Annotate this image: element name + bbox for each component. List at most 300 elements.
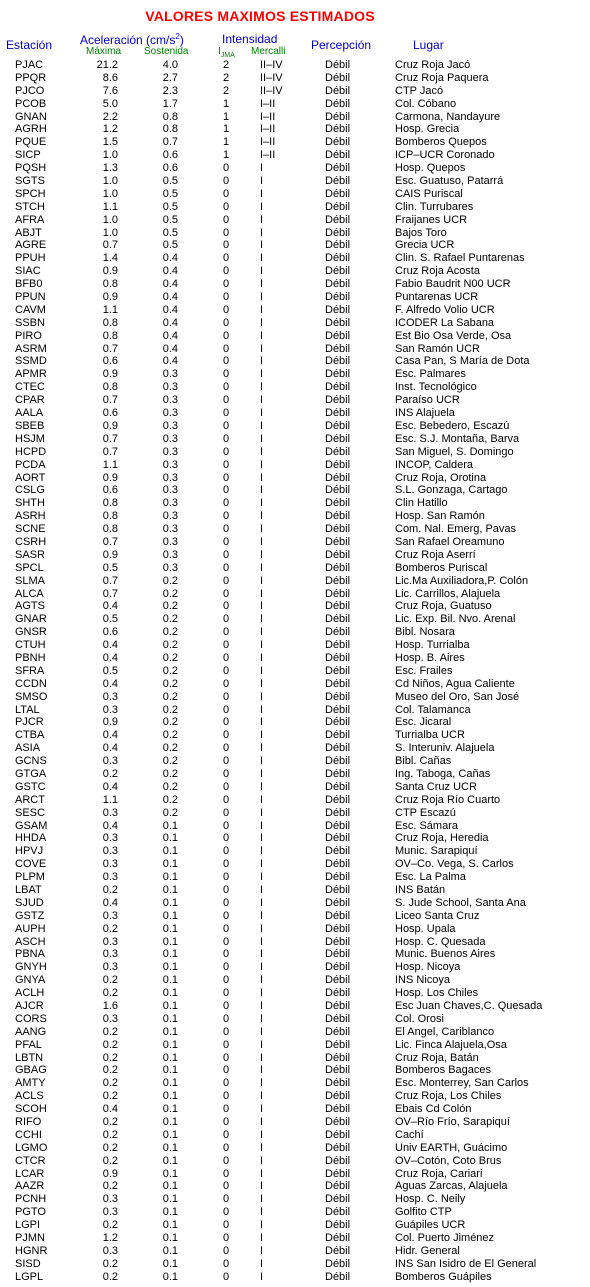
max-acceleration: 0.6 <box>102 355 118 368</box>
sustained-acceleration: 0.3 <box>162 497 178 510</box>
location: Lic.Ma Auxiliadora,P. Colón <box>395 574 529 587</box>
station-code: RIFO <box>15 1116 42 1129</box>
sustained-acceleration: 0.6 <box>162 162 178 175</box>
intensity-jma: 0 <box>222 755 230 768</box>
perception: Débil <box>325 858 351 871</box>
header-aceleracion-label: Aceleración (cm/s <box>80 33 176 47</box>
location: Santa Cruz UCR <box>395 780 477 793</box>
station-code: CORS <box>15 1012 47 1025</box>
location: Golfito CTP <box>395 1206 452 1219</box>
table-row <box>0 472 590 485</box>
location: Bomberos Puriscal <box>395 561 488 574</box>
intensity-jma: 0 <box>222 1141 230 1154</box>
sustained-acceleration: 0.3 <box>162 407 178 420</box>
intensity-jma: 0 <box>222 574 230 587</box>
intensity-jma: 0 <box>222 806 230 819</box>
intensity-jma: 1 <box>222 149 230 162</box>
perception: Débil <box>325 987 351 1000</box>
intensity-jma: 0 <box>222 1116 230 1129</box>
station-code: AUPH <box>15 922 46 935</box>
intensity-jma: 0 <box>222 394 230 407</box>
location: Casa Pan, S María de Dota <box>395 355 530 368</box>
intensity-jma: 0 <box>222 342 230 355</box>
intensity-jma: 0 <box>222 677 230 690</box>
sustained-acceleration: 0.1 <box>162 909 178 922</box>
perception: Débil <box>325 303 351 316</box>
intensity-mercalli: I <box>260 600 264 613</box>
max-acceleration: 0.3 <box>102 832 118 845</box>
station-code: SCOH <box>15 1103 47 1116</box>
max-acceleration: 0.4 <box>102 742 118 755</box>
table-row <box>0 227 590 240</box>
table-row <box>0 446 590 459</box>
table-row <box>0 1039 590 1052</box>
intensity-mercalli: I <box>260 239 264 252</box>
intensity-jma: 0 <box>222 510 230 523</box>
intensity-mercalli: I <box>260 703 264 716</box>
header-i-jma-label: I <box>218 46 221 57</box>
intensity-jma: 0 <box>222 639 230 652</box>
table-row <box>0 768 590 781</box>
station-code: SFRA <box>15 664 45 677</box>
max-acceleration: 0.7 <box>102 239 118 252</box>
intensity-mercalli: I <box>260 1244 264 1257</box>
sustained-acceleration: 0.4 <box>162 265 178 278</box>
intensity-mercalli: II–IV <box>260 84 283 97</box>
perception: Débil <box>325 1232 351 1245</box>
perception: Débil <box>325 845 351 858</box>
station-code: GNYA <box>15 974 46 987</box>
intensity-jma: 0 <box>222 587 230 600</box>
max-acceleration: 0.8 <box>102 510 118 523</box>
sustained-acceleration: 0.3 <box>162 561 178 574</box>
table-row <box>0 562 590 575</box>
intensity-mercalli: I <box>260 1154 264 1167</box>
location: Col. Orosi <box>395 1012 444 1025</box>
intensity-jma: 0 <box>222 1154 230 1167</box>
intensity-mercalli: I <box>260 1270 264 1283</box>
table-row <box>0 1155 590 1168</box>
intensity-mercalli: I <box>260 755 264 768</box>
perception: Débil <box>325 84 351 97</box>
intensity-jma: 0 <box>222 1064 230 1077</box>
max-acceleration: 0.4 <box>102 677 118 690</box>
location: Turrialba UCR <box>395 729 465 742</box>
max-acceleration: 0.3 <box>102 935 118 948</box>
perception: Débil <box>325 1167 351 1180</box>
table-row <box>0 626 590 639</box>
station-code: ASRM <box>15 342 47 355</box>
location: Esc. Jicaral <box>395 716 452 729</box>
sustained-acceleration: 0.3 <box>162 381 178 394</box>
max-acceleration: 5.0 <box>102 97 118 110</box>
perception: Débil <box>325 677 351 690</box>
intensity-mercalli: I <box>260 510 264 523</box>
sustained-acceleration: 0.3 <box>162 548 178 561</box>
perception: Débil <box>325 780 351 793</box>
station-code: CTEC <box>15 381 45 394</box>
station-code: PJCR <box>15 716 44 729</box>
intensity-mercalli: I <box>260 909 264 922</box>
location: Esc. Palmares <box>395 368 466 381</box>
max-acceleration: 0.5 <box>102 613 118 626</box>
perception: Débil <box>325 884 351 896</box>
intensity-mercalli: I <box>260 316 264 329</box>
intensity-jma: 0 <box>222 1180 230 1193</box>
table-row <box>0 600 590 613</box>
station-code: GTGA <box>15 767 47 780</box>
max-acceleration: 1.1 <box>102 303 118 316</box>
station-code: CTBA <box>15 729 45 742</box>
header-aceleracion-exponent: 2 <box>175 32 180 41</box>
sustained-acceleration: 0.1 <box>162 1025 178 1038</box>
intensity-jma: 0 <box>222 355 230 368</box>
location: INS San Isidro de El General <box>395 1257 537 1270</box>
intensity-jma: 0 <box>222 935 230 948</box>
intensity-jma: 0 <box>222 484 230 497</box>
intensity-mercalli: I <box>260 574 264 587</box>
station-code: SASR <box>15 548 45 561</box>
station-code: COVE <box>15 858 47 871</box>
intensity-jma: 0 <box>222 1167 230 1180</box>
intensity-mercalli: I <box>260 1090 264 1103</box>
intensity-mercalli: I <box>260 793 264 806</box>
perception: Débil <box>325 342 351 355</box>
location: INS Alajuela <box>395 407 455 420</box>
perception: Débil <box>325 742 351 755</box>
sustained-acceleration: 0.5 <box>162 213 178 226</box>
station-code: CTUH <box>15 639 46 652</box>
station-code: LGMO <box>15 1141 48 1154</box>
sustained-acceleration: 0.5 <box>162 175 178 188</box>
perception: Débil <box>325 819 351 832</box>
sustained-acceleration: 0.1 <box>162 1128 178 1141</box>
intensity-jma: 0 <box>222 1128 230 1141</box>
perception: Débil <box>325 1128 351 1141</box>
max-acceleration: 0.9 <box>102 548 118 561</box>
station-code: ACLH <box>15 987 45 1000</box>
intensity-mercalli: I <box>260 535 264 548</box>
intensity-mercalli: I <box>260 407 264 420</box>
intensity-jma: 0 <box>222 239 230 252</box>
max-acceleration: 1.6 <box>102 1000 118 1013</box>
station-code: SESC <box>15 806 45 819</box>
perception: Débil <box>325 1180 351 1193</box>
perception: Débil <box>325 729 351 742</box>
sustained-acceleration: 0.1 <box>162 1077 178 1090</box>
intensity-mercalli: I <box>260 1257 264 1270</box>
max-acceleration: 0.3 <box>102 690 118 703</box>
sustained-acceleration: 0.1 <box>162 1000 178 1013</box>
intensity-mercalli: I <box>260 1064 264 1077</box>
sustained-acceleration: 0.3 <box>162 394 178 407</box>
intensity-mercalli: I–II <box>260 97 276 110</box>
intensity-jma: 0 <box>222 1000 230 1013</box>
sustained-acceleration: 4.0 <box>162 59 178 71</box>
intensity-mercalli: I <box>260 548 264 561</box>
table-row <box>0 536 590 549</box>
station-code: HCPD <box>15 445 47 458</box>
intensity-mercalli: I <box>260 265 264 278</box>
sustained-acceleration: 0.1 <box>162 884 178 896</box>
perception: Débil <box>325 432 351 445</box>
intensity-jma: 2 <box>222 84 230 97</box>
intensity-jma: 0 <box>222 626 230 639</box>
station-code: AMTY <box>15 1077 46 1090</box>
sustained-acceleration: 0.2 <box>162 806 178 819</box>
sustained-acceleration: 0.1 <box>162 1270 178 1283</box>
table-row <box>0 794 590 807</box>
intensity-mercalli: I <box>260 1219 264 1232</box>
intensity-mercalli: I <box>260 1193 264 1206</box>
perception: Débil <box>325 407 351 420</box>
intensity-jma: 0 <box>222 819 230 832</box>
location: Hosp. B. Aires <box>395 651 465 664</box>
perception: Débil <box>325 755 351 768</box>
location: Hosp. Upala <box>395 922 456 935</box>
sustained-acceleration: 0.2 <box>162 639 178 652</box>
max-acceleration: 0.4 <box>102 600 118 613</box>
table-row <box>0 1077 590 1090</box>
intensity-mercalli: I <box>260 561 264 574</box>
sustained-acceleration: 0.5 <box>162 239 178 252</box>
station-code: CPAR <box>15 394 45 407</box>
max-acceleration: 0.2 <box>102 884 118 896</box>
table-row <box>0 149 590 162</box>
station-code: GCNS <box>15 755 47 768</box>
max-acceleration: 1.4 <box>102 252 118 265</box>
intensity-mercalli: I <box>260 394 264 407</box>
perception: Débil <box>325 458 351 471</box>
location: Cruz Roja, Los Chiles <box>395 1090 502 1103</box>
perception: Débil <box>325 523 351 536</box>
sustained-acceleration: 0.1 <box>162 1103 178 1116</box>
sustained-acceleration: 0.3 <box>162 523 178 536</box>
sustained-acceleration: 0.8 <box>162 123 178 136</box>
location: Paraíso UCR <box>395 394 460 407</box>
perception: Débil <box>325 510 351 523</box>
intensity-mercalli: I <box>260 200 264 213</box>
table-row <box>0 897 590 910</box>
max-acceleration: 0.3 <box>102 703 118 716</box>
location: Bomberos Quepos <box>395 136 487 149</box>
location: INS Batán <box>395 884 446 896</box>
intensity-jma: 0 <box>222 793 230 806</box>
perception: Débil <box>325 471 351 484</box>
perception: Débil <box>325 896 351 909</box>
table-row <box>0 1052 590 1065</box>
header-intensidad: Intensidad <box>222 32 278 46</box>
intensity-mercalli: I <box>260 162 264 175</box>
location: Esc. Frailes <box>395 664 453 677</box>
sustained-acceleration: 0.1 <box>162 974 178 987</box>
location: Hosp. Grecia <box>395 123 460 136</box>
intensity-mercalli: I <box>260 381 264 394</box>
intensity-mercalli: I <box>260 1012 264 1025</box>
location: Carmona, Nandayure <box>395 110 501 123</box>
location: Ebais Cd Colón <box>395 1103 472 1116</box>
intensity-jma: 0 <box>222 909 230 922</box>
max-acceleration: 0.9 <box>102 716 118 729</box>
table-row <box>0 678 590 691</box>
station-code: GBAG <box>15 1064 47 1077</box>
perception: Débil <box>325 832 351 845</box>
perception: Débil <box>325 1051 351 1064</box>
location: Museo del Oro, San José <box>395 690 520 703</box>
table-row <box>0 1180 590 1193</box>
station-code: AJCR <box>15 1000 44 1013</box>
intensity-jma: 0 <box>222 845 230 858</box>
intensity-mercalli: I <box>260 884 264 896</box>
sustained-acceleration: 0.1 <box>162 858 178 871</box>
table-row <box>0 613 590 626</box>
table-row <box>0 1232 590 1245</box>
intensity-mercalli: I <box>260 651 264 664</box>
intensity-mercalli: I <box>260 1038 264 1051</box>
station-code: LCAR <box>15 1167 45 1180</box>
perception: Débil <box>325 1193 351 1206</box>
location: Hosp. C. Quesada <box>395 935 486 948</box>
station-code: LBAT <box>15 884 42 896</box>
sustained-acceleration: 0.2 <box>162 716 178 729</box>
sustained-acceleration: 2.7 <box>162 71 178 84</box>
intensity-jma: 0 <box>222 780 230 793</box>
station-code: PPUH <box>15 252 46 265</box>
sustained-acceleration: 0.5 <box>162 200 178 213</box>
table-row <box>0 368 590 381</box>
intensity-jma: 0 <box>222 419 230 432</box>
sustained-acceleration: 0.3 <box>162 419 178 432</box>
location: Hidr. General <box>395 1244 460 1257</box>
sustained-acceleration: 0.1 <box>162 987 178 1000</box>
perception: Débil <box>325 1206 351 1219</box>
sustained-acceleration: 0.4 <box>162 342 178 355</box>
table-row <box>0 1129 590 1142</box>
table-row <box>0 781 590 794</box>
sustained-acceleration: 0.5 <box>162 226 178 239</box>
perception: Débil <box>325 690 351 703</box>
max-acceleration: 2.2 <box>102 110 118 123</box>
perception: Débil <box>325 716 351 729</box>
perception: Débil <box>325 497 351 510</box>
perception: Débil <box>325 651 351 664</box>
intensity-jma: 0 <box>222 767 230 780</box>
max-acceleration: 1.0 <box>102 213 118 226</box>
intensity-jma: 0 <box>222 175 230 188</box>
header-lugar: Lugar <box>413 38 444 52</box>
sustained-acceleration: 0.1 <box>162 948 178 961</box>
max-acceleration: 0.2 <box>102 1128 118 1141</box>
perception: Débil <box>325 1141 351 1154</box>
intensity-jma: 0 <box>222 716 230 729</box>
table-row <box>0 265 590 278</box>
table-row <box>0 188 590 201</box>
station-code: SHTH <box>15 497 45 510</box>
sustained-acceleration: 0.1 <box>162 1116 178 1129</box>
table-row <box>0 85 590 98</box>
perception: Débil <box>325 200 351 213</box>
sustained-acceleration: 0.1 <box>162 1141 178 1154</box>
intensity-jma: 1 <box>222 123 230 136</box>
perception: Débil <box>325 664 351 677</box>
intensity-jma: 0 <box>222 407 230 420</box>
intensity-jma: 1 <box>222 110 230 123</box>
perception: Débil <box>325 1154 351 1167</box>
max-acceleration: 0.9 <box>102 471 118 484</box>
max-acceleration: 0.2 <box>102 974 118 987</box>
sustained-acceleration: 0.3 <box>162 471 178 484</box>
perception: Débil <box>325 1090 351 1103</box>
station-code: SMSO <box>15 690 48 703</box>
intensity-jma: 0 <box>222 922 230 935</box>
intensity-mercalli: I <box>260 767 264 780</box>
perception: Débil <box>325 639 351 652</box>
station-code: CTCR <box>15 1154 46 1167</box>
sustained-acceleration: 0.2 <box>162 690 178 703</box>
intensity-jma: 1 <box>222 136 230 149</box>
perception: Débil <box>325 587 351 600</box>
location: Ing. Taboga, Cañas <box>395 767 491 780</box>
table-row <box>0 858 590 871</box>
intensity-jma: 0 <box>222 471 230 484</box>
intensity-jma: 0 <box>222 961 230 974</box>
station-code: PQSH <box>15 162 47 175</box>
sustained-acceleration: 0.3 <box>162 432 178 445</box>
max-acceleration: 1.2 <box>102 123 118 136</box>
station-code: CSRH <box>15 535 47 548</box>
perception: Débil <box>325 1038 351 1051</box>
sustained-acceleration: 0.1 <box>162 935 178 948</box>
max-acceleration: 1.5 <box>102 136 118 149</box>
intensity-jma: 0 <box>222 1232 230 1245</box>
intensity-jma: 0 <box>222 1012 230 1025</box>
sustained-acceleration: 0.1 <box>162 1038 178 1051</box>
sustained-acceleration: 0.1 <box>162 896 178 909</box>
intensity-mercalli: I <box>260 871 264 884</box>
station-code: PIRO <box>15 329 42 342</box>
sustained-acceleration: 0.2 <box>162 729 178 742</box>
location: Est Bio Osa Verde, Osa <box>395 329 512 342</box>
header-i-jma <box>218 46 235 59</box>
sustained-acceleration: 0.1 <box>162 1064 178 1077</box>
intensity-mercalli: I <box>260 677 264 690</box>
station-code: ALCA <box>15 587 44 600</box>
location: Hosp. Nicoya <box>395 961 461 974</box>
location: Cruz Roja, Heredia <box>395 832 489 845</box>
intensity-jma: 2 <box>222 59 230 71</box>
station-code: GNAR <box>15 613 47 626</box>
sustained-acceleration: 0.2 <box>162 651 178 664</box>
station-code: LBTN <box>15 1051 44 1064</box>
station-code: PQUE <box>15 136 47 149</box>
table-row <box>0 72 590 85</box>
intensity-jma: 1 <box>222 97 230 110</box>
table-row <box>0 755 590 768</box>
max-acceleration: 0.2 <box>102 1141 118 1154</box>
table-row <box>0 433 590 446</box>
location: Univ EARTH, Guácimo <box>395 1141 508 1154</box>
table-row <box>0 381 590 394</box>
perception: Débil <box>325 265 351 278</box>
max-acceleration: 0.8 <box>102 278 118 291</box>
header-mercalli: Mercalli <box>251 46 286 57</box>
max-acceleration: 0.2 <box>102 1154 118 1167</box>
location: Fabio Baudrit N00 UCR <box>395 278 511 291</box>
station-code: PJCO <box>15 84 45 97</box>
table-row <box>0 239 590 252</box>
table-row <box>0 1219 590 1232</box>
location: San Ramón UCR <box>395 342 480 355</box>
